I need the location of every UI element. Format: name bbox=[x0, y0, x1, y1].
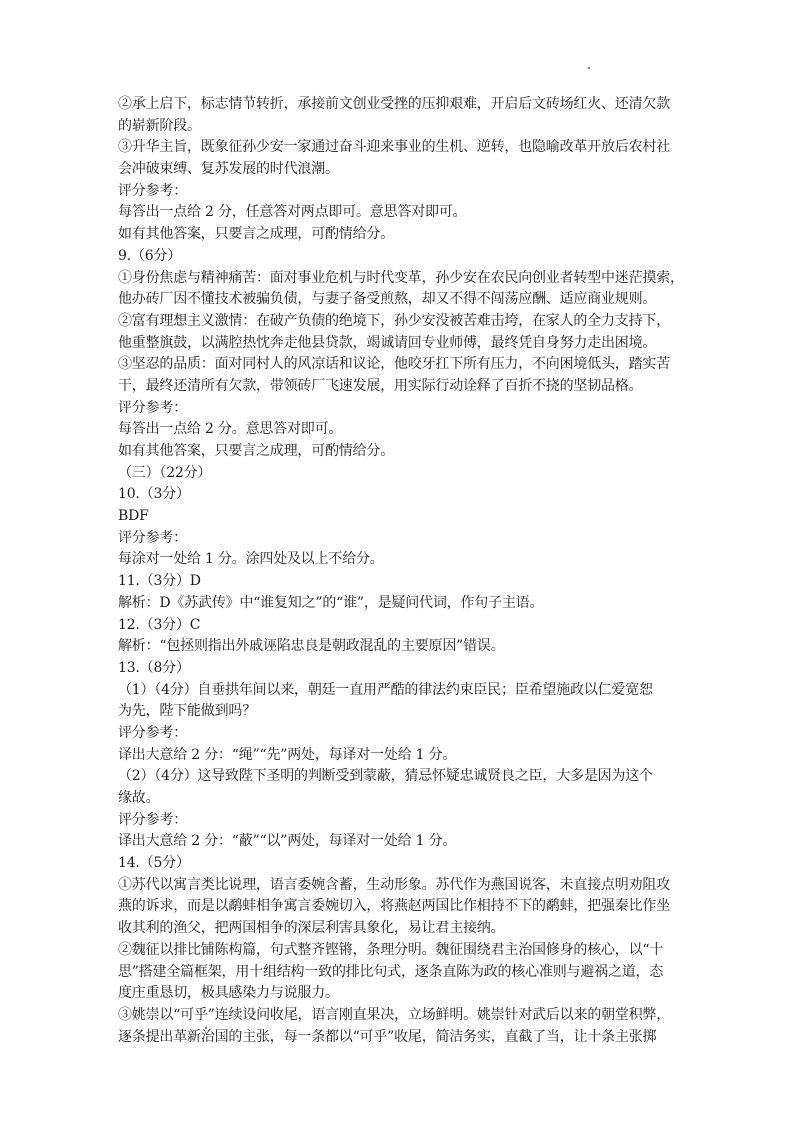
text-line: 收其利的渔父，把两国相争的深层利害具象化，易让君主接纳。 bbox=[118, 920, 505, 937]
section-heading: （三）（22分） bbox=[118, 464, 212, 481]
text-line: 他办砖厂因不懂技术被骗负债，与妻子备受煎熬，却又不得不闯荡应酬、适应商业规则。 bbox=[118, 291, 657, 308]
question-heading: 11.（3分）D bbox=[118, 573, 201, 590]
text-line: 评分参考： bbox=[118, 529, 187, 546]
answer-key-page bbox=[118, 94, 698, 1048]
text-line: 每涂对一处给 1 分。涂四处及以上不给分。 bbox=[118, 551, 384, 568]
text-line: 缘故。 bbox=[118, 790, 160, 806]
question-heading: 12.（3分）C bbox=[118, 616, 201, 633]
text-line: 的崭新阶段。 bbox=[118, 117, 201, 134]
text-line: ①苏代以寓言类比说理，语言委婉含蓄，生动形象。苏代作为燕国说客，未直接点明劝阻攻 bbox=[118, 876, 670, 893]
text-line: 思”搭建全篇框架，用十组结构一致的排比句式，逐条直陈为政的核心准则与避祸之道，态 bbox=[118, 963, 664, 980]
text-line: 燕的诉求，而是以鹬蚌相争寓言委婉切入，将燕赵两国比作相持不下的鹬蚌，把强秦比作坐 bbox=[118, 898, 670, 915]
text-line: 每答出一点给 2 分。意思答对即可。 bbox=[118, 421, 343, 438]
text-line: ③升华主旨，既象征孙少安一家通过奋斗迎来事业的生机、逆转，也隐喻改革开放后农村社 bbox=[118, 139, 670, 156]
answer-value: BDF bbox=[118, 508, 149, 525]
text-line: （1）（4分）自垂拱年间以来，朝廷一直用严酷的律法约束臣民；臣希望施政以仁爱宽恕 bbox=[118, 681, 653, 698]
text-line: ②富有理想主义激情：在破产负债的绝境下，孙少安没被苦难击垮，在家人的全力支持下， bbox=[118, 312, 670, 329]
text-line: ③姚崇以“可乎”连续设问收尾，语言刚直果决，立场鲜明。姚崇针对武后以来的朝堂积弊， bbox=[118, 1006, 671, 1023]
text-line: 译出大意给 2 分：“绳”“先”两处，每译对一处给 1 分。 bbox=[118, 746, 457, 763]
text-line: 译出大意给 2 分：“蔽”“以”两处，每译对一处给 1 分。 bbox=[118, 833, 457, 850]
text-line: 他重整旗鼓，以满腔热忱奔走他县贷款，竭诚请回专业师傅，最终凭自身努力走出困境。 bbox=[118, 334, 657, 351]
text-line: ②承上启下，标志情节转折，承接前文创业受挫的压抑艰难，开启后文砖场红火、还清欠款 bbox=[118, 96, 670, 112]
text-line: 每答出一点给 2 分，任意答对两点即可。意思答对即可。 bbox=[118, 204, 467, 221]
text-line: ①身份焦虑与精神痛苦：面对事业危机与时代变革，孙少安在农民向创业者转型中迷茫摸索， bbox=[118, 269, 684, 286]
text-line: 评分参考： bbox=[118, 811, 187, 828]
text-line: 会冲破束缚、复苏发展的时代浪潮。 bbox=[118, 161, 339, 178]
question-heading: 10.（3分） bbox=[118, 486, 190, 503]
text-line: 如有其他答案，只要言之成理，可酌情给分。 bbox=[118, 226, 394, 243]
text-line: 为先，陛下能做到吗？ bbox=[118, 703, 256, 720]
text-line: 评分参考： bbox=[118, 724, 187, 741]
text-line: 度庄重恳切，极具感染力与说服力。 bbox=[118, 985, 339, 1002]
question-heading: 13.（8分） bbox=[118, 659, 190, 676]
text-line: （2）（4分）这导致陛下圣明的判断受到蒙蔽，猜忌怀疑忠诚贤良之臣，大多是因为这个 bbox=[118, 768, 653, 785]
question-heading: 14.（5分） bbox=[118, 855, 190, 872]
text-line: 评分参考： bbox=[118, 399, 187, 416]
text-line: ②魏征以排比铺陈构篇，句式整齐铿锵，条理分明。魏征围绕君主治国修身的核心，以“十 bbox=[118, 941, 664, 958]
text-line: 如有其他答案，只要言之成理，可酌情给分。 bbox=[118, 443, 394, 459]
text-line: ③坚忍的品质：面对同村人的风凉话和议论，他咬牙扛下所有压力，不向困境低头，踏实苦 bbox=[118, 356, 670, 373]
text-line: 干，最终还清所有欠款，带领砖厂飞速发展，用实际行动诠释了百折不挠的坚韧品格。 bbox=[118, 377, 643, 394]
question-heading: 9.（6分） bbox=[118, 247, 182, 264]
text-line: 逐条提出革新治国的主张，每一条都以“可乎”收尾，简洁务实，直截了当，让十条主张掷 bbox=[118, 1028, 657, 1045]
text-line: 解析：D《苏武传》中“谁复知之”的“谁”，是疑问代词，作句子主语。 bbox=[118, 594, 544, 611]
scan-speck-top bbox=[588, 67, 590, 69]
text-line: 评分参考： bbox=[118, 182, 187, 199]
text-line: 解析：“包拯则指出外戚诬陷忠良是朝政混乱的主要原因”错误。 bbox=[118, 638, 505, 655]
